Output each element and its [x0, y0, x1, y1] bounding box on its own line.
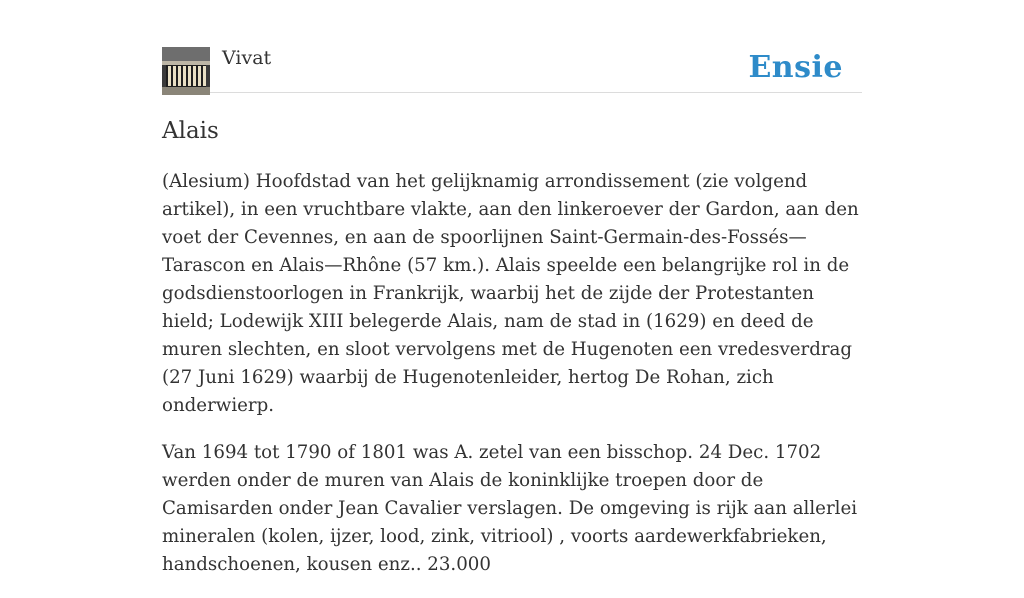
site-logo[interactable]: Ensie	[748, 50, 843, 85]
author-avatar[interactable]	[162, 47, 210, 95]
library-building-icon	[162, 47, 210, 95]
article-paragraph: Van 1694 tot 1790 of 1801 was A. zetel van een bisschop. 24 Dec. 1702 werden onder de muren van Alais de koninklijke troepen door de Camisarden onder Jean Cavalier verslagen. De omgeving is rijk aan allerlei mineralen (kolen, ijzer, lood, zink, vitriool) , voorts aardewerkfabrieken, handschoenen, kousen enz.. 23.000	[162, 442, 858, 575]
article-body	[162, 168, 864, 598]
article-title: Alais	[162, 118, 219, 144]
author-link[interactable]: Vivat	[222, 47, 272, 69]
article-paragraph: (Alesium) Hoofdstad van het gelijknamig arrondissement (zie volgend artikel), in een vruchtbare vlakte, aan den linkeroever der Gardon, aan den voet der Cevennes, en aan de spoorlijnen Saint-Germain-des-Fossés— Tarascon en Alais—Rhône (57 km.). Alais speelde een belangrijke rol in de godsdienstoorlogen in Frankrijk, waarbij het de zijde der Protestanten hield; Lodewijk XIII belegerde Alais, nam de stad in (1629) en deed de muren slechten, en sloot vervolgens met de Hugenoten een vredesverdrag (27 Juni 1629) waarbij de Hugenotenleider, hertog De Rohan, zich onderwierp.	[162, 171, 859, 416]
page-header	[162, 46, 862, 93]
